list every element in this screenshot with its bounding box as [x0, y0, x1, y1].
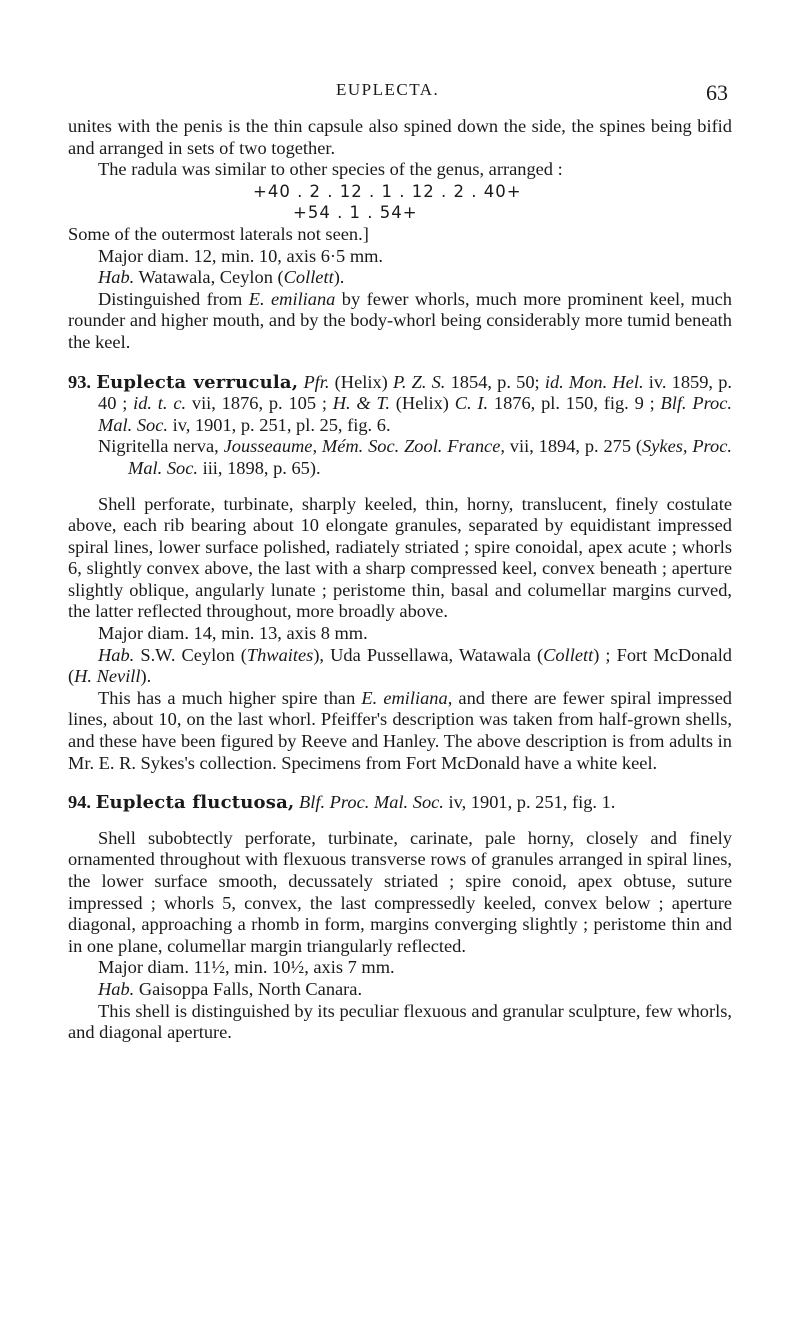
hab-close: ). [333, 267, 345, 288]
ref-text: (Helix) [329, 371, 393, 392]
prev-distinction [68, 289, 732, 354]
ref-text: vii, 1876, p. 105 ; [186, 393, 333, 414]
entry-93-remarks [68, 688, 732, 774]
entry-93-name: Euplecta verrucula, [96, 371, 299, 393]
dist-part-a: Distinguished from [98, 288, 249, 309]
remarks-text: This has a much higher spire than [98, 687, 362, 708]
entry-93-synonym [68, 436, 732, 479]
prev-dimensions: Major diam. 12, min. 10, axis 6·5 mm. [98, 245, 384, 266]
hab-collector: H. Nevill [74, 666, 141, 687]
entry-94-description: Shell subobtectly perforate, turbinate, carinate, pale horny, closely and finely ornamented throughout with flexuous transverse rows of granules arranged in spiral lines, the lower surface smooth, decussately striated ; spire conoid, apex obtuse, suture impressed ; whorls 5, convex, the last compressedly keeled, convex below ; aperture diagonal, approaching a rhomb in form, margins converging slightly ; peristome thin and in one plane, columellar margin triangularly reflected. [68, 827, 732, 956]
synonym-journal: Sykes, Proc. Mal. Soc. [128, 436, 732, 478]
hab-text: Gaisoppa Falls, North Canara. [134, 978, 363, 999]
radula-formula-1: +40 . 2 . 12 . 1 . 12 . 2 . 40+ [253, 181, 522, 201]
hab-text: S.W. Ceylon ( [134, 644, 247, 665]
ref-text: (Helix) [390, 393, 455, 414]
page-body [68, 116, 732, 1044]
ref-author: Pfr. [303, 371, 330, 392]
hab-label: Hab. [98, 267, 135, 288]
ref-journal: id. t. c. [133, 393, 187, 414]
ref-journal: Blf. Proc. Mal. Soc. [98, 393, 732, 435]
hab-label: Hab. [98, 644, 135, 665]
hab-text: Watawala, Ceylon ( [134, 267, 284, 288]
ref-text: 1854, p. 50; [445, 371, 545, 392]
radula-note: Some of the outermost laterals not seen.] [68, 223, 369, 244]
hab-collector: Collett [283, 267, 334, 288]
hab-text: ) ; Fort McDonald ( [68, 644, 733, 687]
dist-part-b: by fewer whorls, much more prominent keel, much rounder and higher mouth, and by the body-whorl being considerably more tumid beneath the keel. [68, 288, 732, 352]
entry-94-number: 94. [68, 792, 91, 813]
ref-journal: C. I. [454, 393, 489, 414]
ref-journal: H. & T. [332, 393, 390, 414]
synonym-journal: Jousseaume, Mém. Soc. Zool. France, [223, 436, 505, 457]
running-title: EUPLECTA. [336, 80, 440, 99]
synonym-text: vii, 1894, p. 275 ( [504, 436, 643, 457]
entry-94-remarks: This shell is distinguished by its peculiar flexuous and granular sculpture, few whorls, and diagonal aperture. [68, 1000, 732, 1043]
page-number: 63 [706, 80, 728, 105]
entry-94-heading [68, 792, 732, 814]
entry-94-dimensions: Major diam. 11½, min. 10½, axis 7 mm. [98, 957, 395, 978]
ref-journal: P. Z. S. [392, 371, 446, 392]
entry-93-description: Shell perforate, turbinate, sharply keeled, thin, horny, translucent, finely costulate above, each rib bearing about 10 elongate granules, separated by equidistant impressed spiral lines, lower surface polished, radiately striated ; spire conoidal, apex acute ; whorls 6, slightly convex above, the last with a sharp compressed keel, convex beneath ; aperture slightly oblique, angularly lunate ; peristome thin, basal and columellar margins curved, the latter reflected throughout, more broadly above. [68, 493, 732, 622]
synonym-text: iii, 1898, p. 65). [197, 457, 321, 478]
remarks-text: , and there are fewer spiral impressed lines, about 10, on the last whorl. Pfeiffer's description was taken from half-grown shells, and these have been figured by Reeve and Hanley. The above description is from adults in Mr. E. R. Sykes's collection. Specimens from Fort McDonald have a white keel. [68, 687, 732, 773]
entry-93-number: 93. [68, 371, 91, 392]
radula-formula-2: +54 . 1 . 54+ [293, 203, 418, 223]
continuation-paragraph: unites with the penis is the thin capsule also spined down the side, the spines being bifid and arranged in sets of two together. [68, 116, 732, 158]
remarks-species: E. emiliana [361, 687, 448, 708]
entry-94-habitat [68, 979, 732, 1001]
hab-text: ). [140, 666, 152, 687]
entry-93-heading [68, 372, 732, 437]
entry-93-dimensions: Major diam. 14, min. 13, axis 8 mm. [98, 623, 368, 644]
ref-text: 1876, pl. 150, fig. 9 ; [488, 393, 661, 414]
ref-text: iv. 1859, p. 40 ; [98, 371, 732, 414]
ref-text: iv, 1901, p. 251, fig. 1. [443, 792, 616, 813]
hab-label: Hab. [98, 978, 135, 999]
entry-94-name: Euplecta fluctuosa, [95, 792, 295, 814]
running-head [0, 80, 800, 104]
radula-intro: The radula was similar to other species of the genus, arranged : [98, 159, 563, 180]
ref-text: iv, 1901, p. 251, pl. 25, fig. 6. [167, 414, 391, 435]
hab-text: ), Uda Pussellawa, Watawala ( [313, 644, 544, 665]
entry-93-habitat [68, 645, 732, 688]
dist-species: E. emiliana [248, 288, 336, 309]
prev-habitat [68, 267, 732, 289]
hab-collector: Thwaites [246, 644, 314, 665]
ref-journal: id. Mon. Hel. [544, 371, 644, 392]
synonym-name: Nigritella nerva, [98, 436, 224, 457]
hab-collector: Collett [543, 644, 594, 665]
ref-journal: Blf. Proc. Mal. Soc. [299, 792, 444, 813]
